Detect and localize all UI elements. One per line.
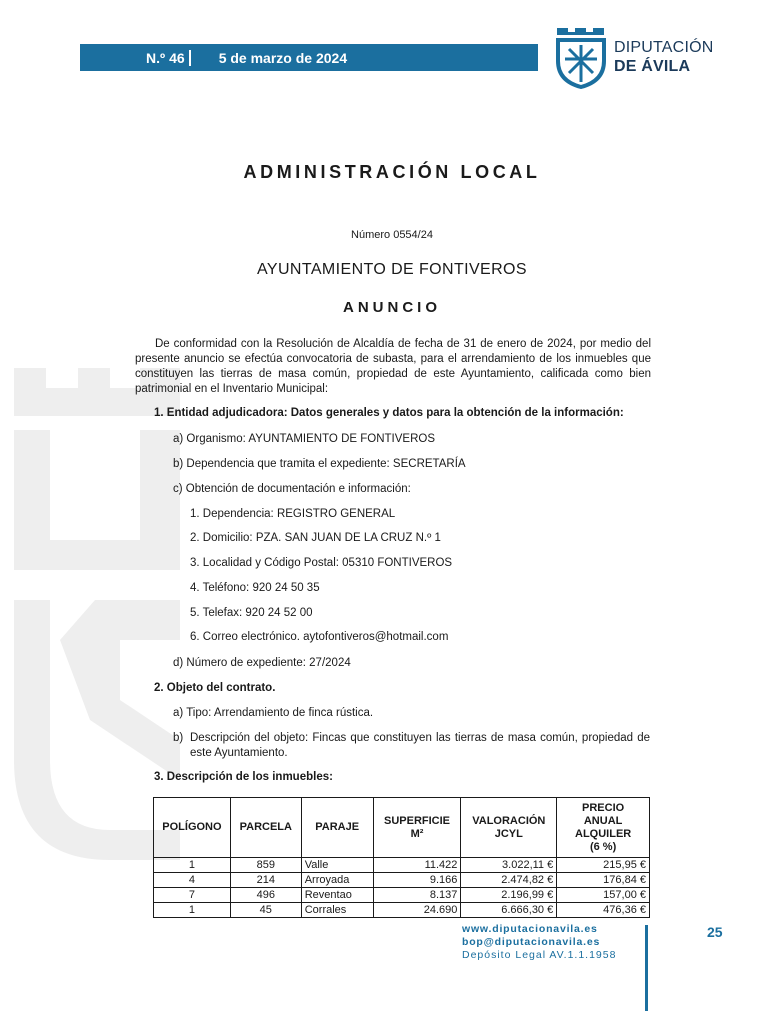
- section-2-item-b-label: b): [173, 732, 184, 744]
- cell-poligono: 4: [154, 873, 231, 888]
- col-header-paraje: PARAJE: [301, 798, 373, 858]
- logo-line-1: DIPUTACIÓN: [614, 39, 714, 56]
- footer-legal-deposit: Depósito Legal AV.1.1.1958: [462, 949, 617, 961]
- header-separator: [189, 50, 191, 66]
- col-header-superficie-line-2: M²: [410, 827, 424, 840]
- announcement-number: Número 0554/24: [351, 229, 433, 241]
- page-number: 25: [707, 924, 723, 940]
- section-2-item-b: Descripción del objeto: Fincas que constituyen las tierras de masa común, propiedad de este Ayuntamiento.: [190, 732, 650, 759]
- section-1-item-b: b) Dependencia que tramita el expediente: SECRETARÍA: [173, 458, 466, 470]
- table-row: [154, 903, 650, 918]
- col-header-precio-line-4: (6 %): [589, 840, 617, 853]
- section-1-item-c3: 3. Localidad y Código Postal: 05310 FONTIVEROS: [190, 557, 453, 569]
- logo-line-2: DE ÁVILA: [614, 58, 691, 75]
- cell-poligono: 1: [154, 903, 231, 918]
- cell-paraje: Valle: [301, 858, 373, 873]
- cell-valoracion: 2.474,82 €: [461, 873, 557, 888]
- cell-parcela: 45: [230, 903, 301, 918]
- table-header-row: [154, 798, 650, 858]
- diputacion-logo: [555, 27, 720, 89]
- cell-valoracion: 2.196,99 €: [461, 888, 557, 903]
- cell-paraje: Arroyada: [301, 873, 373, 888]
- cell-precio: 176,84 €: [557, 873, 650, 888]
- cell-parcela: 214: [230, 873, 301, 888]
- col-header-valoracion-line-1: VALORACIÓN: [472, 814, 546, 827]
- col-header-precio-line-2: ANUAL: [583, 814, 623, 827]
- section-1-item-d: d) Número de expediente: 27/2024: [173, 657, 351, 669]
- section-3-title: 3. Descripción de los inmuebles:: [154, 771, 333, 783]
- section-title: ADMINISTRACIÓN LOCAL: [243, 162, 541, 182]
- diputacion-avila-shield-icon: [555, 27, 607, 89]
- bulletin-number: 46: [169, 49, 185, 66]
- table-row: [154, 873, 650, 888]
- cell-superficie: 24.690: [373, 903, 461, 918]
- footer-divider: [645, 925, 648, 1011]
- cell-precio: 476,36 €: [557, 903, 650, 918]
- cell-poligono: 7: [154, 888, 231, 903]
- section-1-item-c4: 4. Teléfono: 920 24 50 35: [190, 582, 320, 594]
- bulletin-number-label: N.º: [146, 49, 166, 66]
- table-row: [154, 888, 650, 903]
- cell-poligono: 1: [154, 858, 231, 873]
- table-row: [154, 858, 650, 873]
- col-header-precio-line-1: PRECIO: [582, 801, 625, 814]
- bulletin-date: 5 de marzo de 2024: [218, 49, 348, 66]
- cell-precio: 157,00 €: [557, 888, 650, 903]
- cell-superficie: 11.422: [373, 858, 461, 873]
- cell-precio: 215,95 €: [557, 858, 650, 873]
- cell-superficie: 9.166: [373, 873, 461, 888]
- col-header-valoracion: [461, 798, 557, 858]
- section-1-item-c2: 2. Domicilio: PZA. SAN JUAN DE LA CRUZ N.º 1: [190, 532, 441, 544]
- issuer-name: AYUNTAMIENTO DE FONTIVEROS: [257, 261, 527, 278]
- cell-valoracion: 6.666,30 €: [461, 903, 557, 918]
- col-header-parcela: PARCELA: [230, 798, 301, 858]
- footer-links: [462, 923, 616, 962]
- cell-superficie: 8.137: [373, 888, 461, 903]
- cell-paraje: Corrales: [301, 903, 373, 918]
- section-1-item-c5: 5. Telefax: 920 24 52 00: [190, 607, 313, 619]
- section-1-title: 1. Entidad adjudicadora: Datos generales y datos para la obtención de la información:: [154, 407, 624, 419]
- section-1-item-c: c) Obtención de documentación e información:: [173, 483, 411, 495]
- cell-paraje: Reventao: [301, 888, 373, 903]
- col-header-precio: [557, 798, 650, 858]
- cell-valoracion: 3.022,11 €: [461, 858, 557, 873]
- properties-table: [153, 797, 650, 918]
- footer-web-link[interactable]: www.diputacionavila.es: [462, 923, 598, 935]
- section-1-item-a: a) Organismo: AYUNTAMIENTO DE FONTIVEROS: [173, 433, 435, 445]
- col-header-poligono: POLÍGONO: [154, 798, 231, 858]
- intro-paragraph: De conformidad con la Resolución de Alcaldía de fecha de 31 de enero de 2024, por medio del presente anuncio se efectúa convocatoria de subasta, para el arrendamiento de los inmuebles que constituyen las tierras de masa común, propiedad de este Ayuntamiento, calificada como bien patrimonial en el Inventario Municipal:: [135, 338, 651, 395]
- col-header-valoracion-line-2: JCYL: [494, 827, 523, 840]
- bulletin-header-bar: [80, 44, 538, 71]
- announcement-heading: ANUNCIO: [343, 299, 441, 316]
- col-header-superficie-line-1: SUPERFICIE: [383, 814, 450, 827]
- col-header-precio-line-3: ALQUILER: [575, 827, 632, 840]
- section-2-item-a: a) Tipo: Arrendamiento de finca rústica.: [173, 707, 374, 719]
- section-1-item-c1: 1. Dependencia: REGISTRO GENERAL: [190, 508, 396, 520]
- footer-email-link[interactable]: bop@diputacionavila.es: [462, 936, 601, 948]
- cell-parcela: 859: [230, 858, 301, 873]
- section-2-title: 2. Objeto del contrato.: [154, 682, 276, 694]
- cell-parcela: 496: [230, 888, 301, 903]
- section-1-item-c6: 6. Correo electrónico. aytofontiveros@hotmail.com: [190, 631, 449, 643]
- col-header-superficie: [373, 798, 461, 858]
